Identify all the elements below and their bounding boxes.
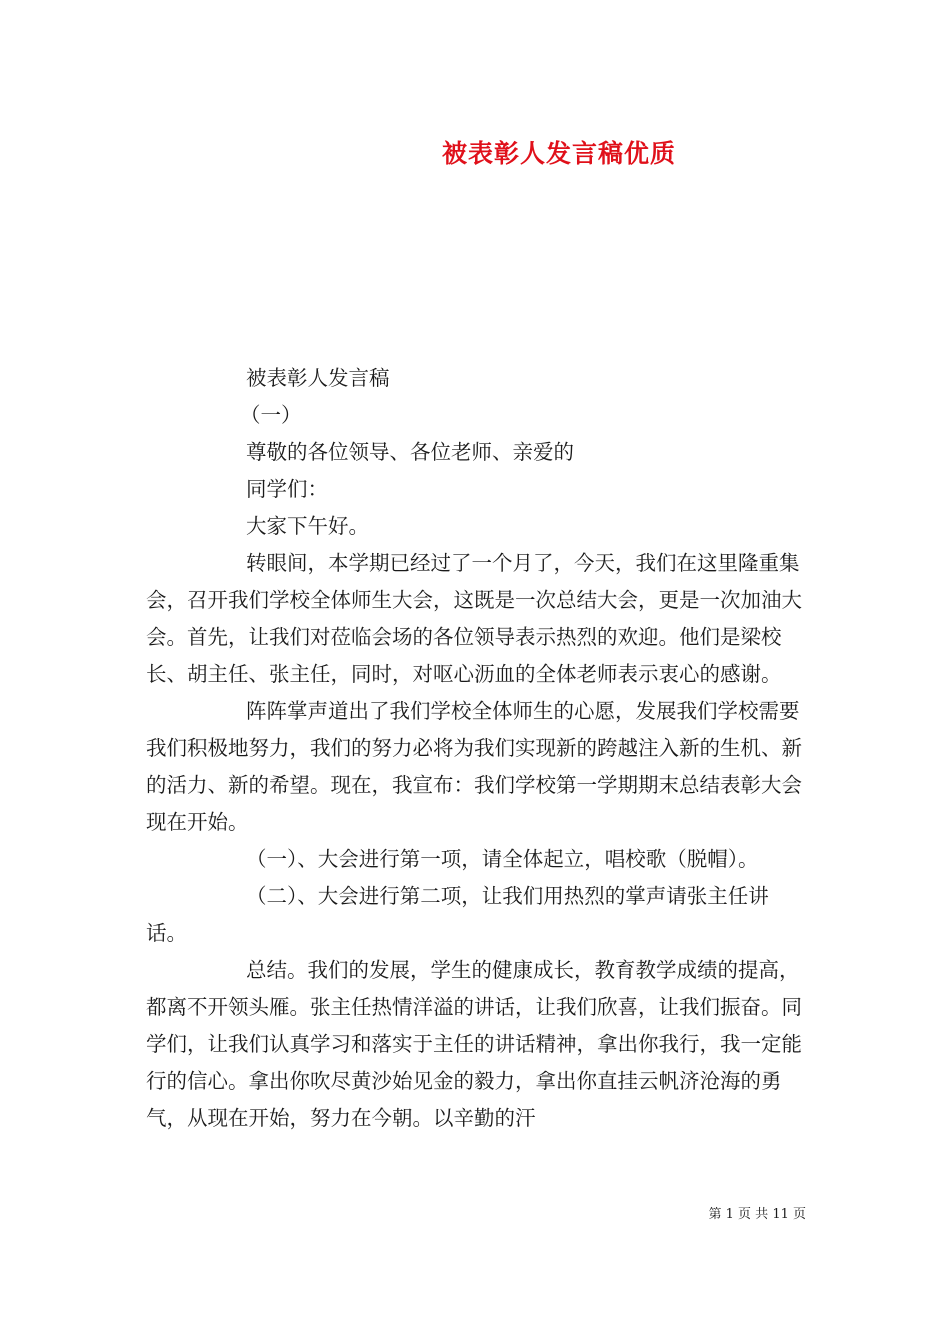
page-number: 第 1 页 共 11 页 [708,1207,806,1222]
greeting: 大家下午好。 [246,514,369,538]
agenda-item-1: （一）、大会进行第一项，请全体起立，唱校歌（脱帽）。 [246,847,759,871]
section-number: （一） [240,403,302,427]
paragraph: 总结。我们的发展，学生的健康成长，教育教学成绩的提高，都离不开领头雁。张主任热情洋溢的讲话，让我们欣喜，让我们振奋。同学们，让我们认真学习和落实于主任的讲话精神，拿出你我行，我一定能行的信心。拿出你吹尽黄沙始见金的毅力，拿出你直挂云帆济沧海的勇气，从现在开始，努力在今朝。以辛勤的汗 [146,958,802,1130]
paragraph: 阵阵掌声道出了我们学校全体师生的心愿，发展我们学校需要我们积极地努力，我们的努力必将为我们实现新的跨越注入新的生机、新的活力、新的希望。现在，我宣布：我们学校第一学期期末总结表彰大会现在开始。 [146,699,802,834]
speech-heading: 被表彰人发言稿 [246,366,390,390]
document-title: 被表彰人发言稿优质 [441,139,676,168]
document-body [146,360,806,1137]
agenda-item-2: （二）、大会进行第二项，让我们用热烈的掌声请张主任讲话。 [146,884,769,945]
salutation-line-2: 同学们： [246,477,328,501]
paragraph: 转眼间，本学期已经过了一个月了，今天，我们在这里隆重集会，召开我们学校全体师生大会，这既是一次总结大会，更是一次加油大会。首先，让我们对莅临会场的各位领导表示热烈的欢迎。他们是梁校长、胡主任、张主任，同时，对呕心沥血的全体老师表示衷心的感谢。 [146,551,802,686]
salutation-line-1: 尊敬的各位领导、各位老师、亲爱的 [246,440,574,464]
